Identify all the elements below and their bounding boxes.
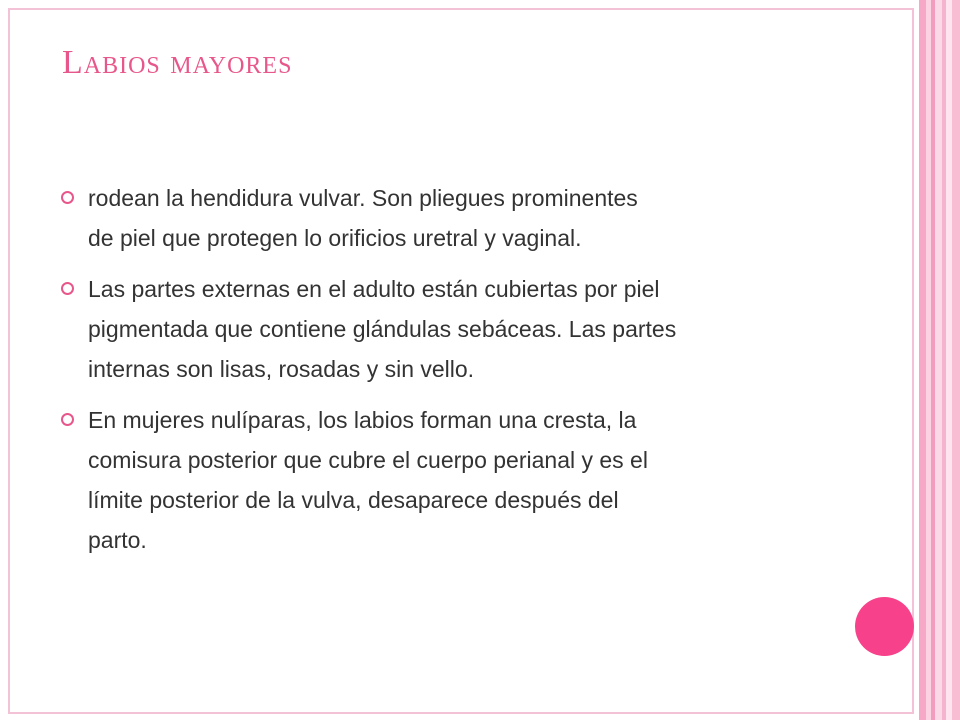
decorative-stripe [935, 0, 942, 720]
bullet-line: Las partes externas en el adulto están cubiertas por piel [88, 276, 660, 302]
ring-bullet-icon [61, 282, 74, 295]
decorative-stripe [952, 0, 960, 720]
ring-bullet-icon [61, 413, 74, 426]
list-item [60, 269, 830, 389]
bullet-line: comisura posterior que cubre el cuerpo perianal y es el [88, 447, 648, 473]
decorative-stripe [919, 0, 926, 720]
list-item [60, 178, 830, 258]
bullet-line: límite posterior de la vulva, desaparece después del [88, 487, 619, 513]
bullet-line: de piel que protegen lo orificios uretral y vaginal. [88, 225, 582, 251]
bullet-list [60, 178, 830, 571]
bullet-line: rodean la hendidura vulvar. Son pliegues prominentes [88, 185, 638, 211]
bullet-line: En mujeres nulíparas, los labios forman una cresta, la [88, 407, 637, 433]
bullet-line: internas son lisas, rosadas y sin vello. [88, 356, 475, 382]
decorative-circle [855, 597, 914, 656]
bullet-line: parto. [88, 527, 147, 553]
slide-title: Labios mayores [62, 44, 293, 81]
bullet-line: pigmentada que contiene glándulas sebáceas. Las partes [88, 316, 677, 342]
list-item [60, 400, 830, 560]
ring-bullet-icon [61, 191, 74, 204]
